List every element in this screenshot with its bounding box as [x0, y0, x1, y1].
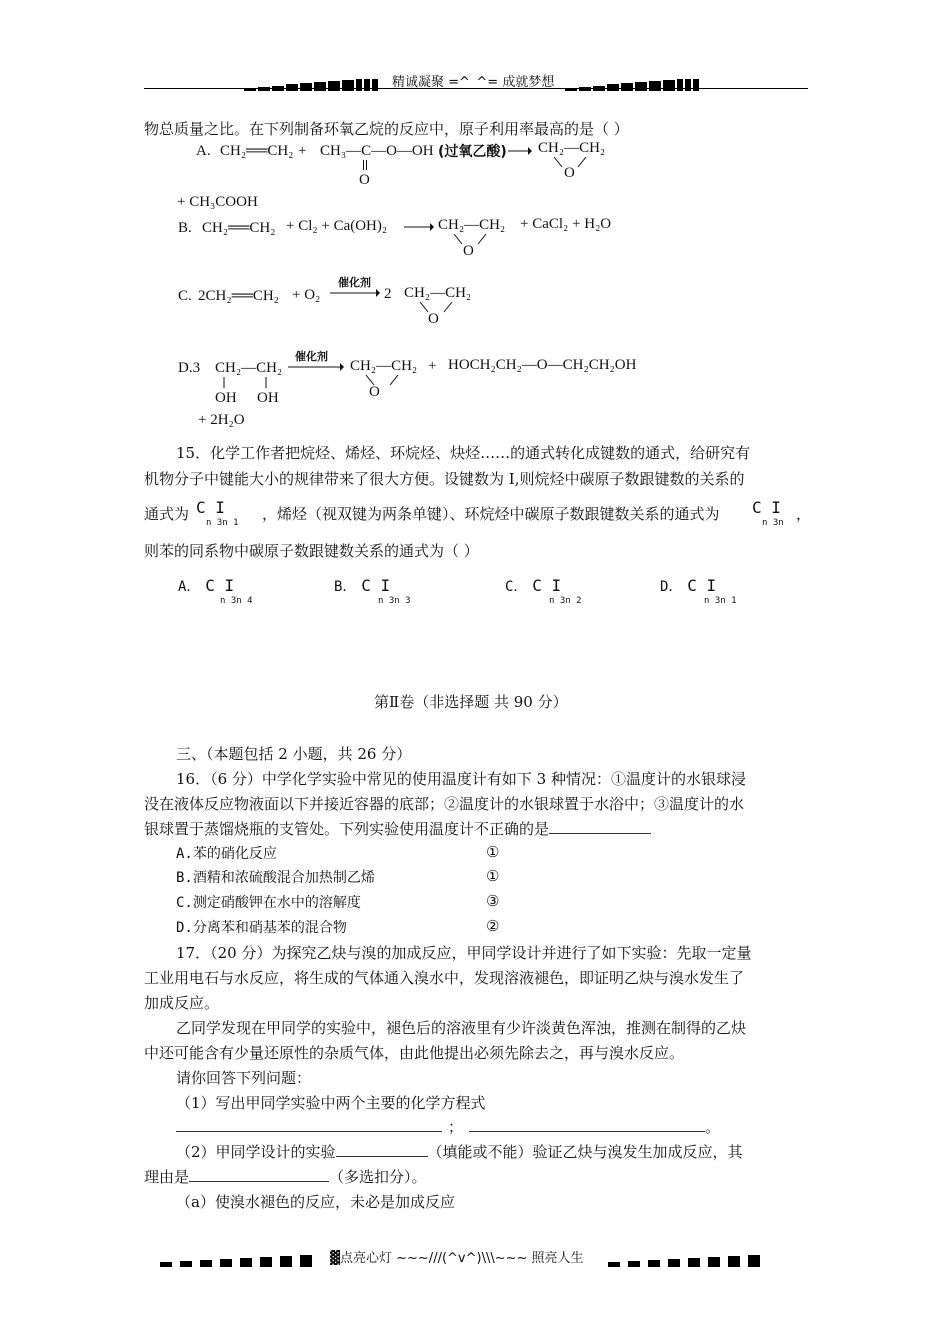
q15-line3c: ， [796, 505, 812, 523]
opt-d-epoxide-bonds [358, 375, 408, 387]
q15-option-c [505, 576, 561, 596]
q16-item-b: B.酒精和浓硫酸混合加热制乙烯 [176, 870, 375, 886]
opt-d-product2: HOCH₂CH₂—O—CH₂CH₂OH [448, 357, 637, 373]
footer-bars-left [160, 1249, 320, 1263]
q15-line4: 则苯的同系物中碳原子数跟键数关系的通式为（ ） [144, 542, 479, 560]
header-text: 精诚凝聚 =^_^= 成就梦想 [392, 75, 555, 90]
q15-option-d [660, 576, 716, 596]
q16-item-a: A.苯的硝化反应 [176, 846, 277, 862]
q16-item-a-mark: ① [486, 843, 500, 861]
part2-title: 第Ⅱ卷（非选择题 共 90 分） [374, 693, 568, 711]
q17-line3: 加成反应。 [144, 994, 220, 1012]
q15-opt-a-sub: n 3n 4 [220, 596, 253, 606]
opt-b-reagents: + Cl₂ + Ca(OH)₂ [286, 218, 388, 234]
opt-c-product: CH₂—CH₂ [404, 285, 472, 301]
q15-opt-label: A． [178, 579, 201, 595]
q17-sub2a: （2）甲同学设计的实验 [176, 1143, 336, 1161]
q15-option-a [178, 576, 234, 596]
header-bars-right [565, 73, 701, 87]
q17-sub2b: （填能或不能）验证乙炔与溴发生加成反应，其 [427, 1143, 743, 1161]
opt-d-tail: + 2H₂O [198, 412, 245, 428]
q15-formula2: C I [752, 498, 781, 517]
q16-line3-text: 银球置于蒸馏烧瓶的支管处。下列实验使用温度计不正确的是 [144, 820, 550, 838]
q16-line2: 没在液体反应物液面以下并接近容器的底部；②温度计的水银球置于水浴中；③温度计的水 [144, 795, 745, 813]
q17-equation1-blank[interactable] [176, 1117, 442, 1132]
footer-text: ▓点亮心灯 ~~~///(^v^)\\\~~~ 照亮人生 [330, 1251, 584, 1266]
q15-line3b: ，烯烃（视双键为两条单键）、环烷烃中碳原子数跟键数关系的通式为 [262, 505, 720, 523]
opt-a-label: A. [196, 143, 211, 159]
opt-a-reactant2: CH₃—C—O—OH [320, 143, 434, 159]
q17-equation2-blank[interactable] [469, 1117, 705, 1132]
q17-reason-blank[interactable] [189, 1167, 329, 1182]
opt-b-product: CH₂—CH₂ [438, 217, 506, 233]
q17-line2: 工业用电石与水反应，将生成的气体通入溴水中，发现溶液褪色，即证明乙炔与溴水发生了 [144, 969, 745, 987]
q17-can-blank[interactable] [336, 1142, 428, 1157]
opt-b-reactant1: CH₂══CH₂ [202, 220, 276, 236]
q15-opt-formula: C I [532, 576, 562, 595]
opt-b-label: B. [178, 220, 192, 236]
opt-a-carbonyl-o: O [359, 172, 370, 188]
q16-line1: 16．（6 分）中学化学实验中常见的使用温度计有如下 3 种情况：①温度计的水银球浸 [176, 770, 746, 788]
opt-c-catalyst: 催化剂 [338, 276, 371, 289]
q17-ask: 请你回答下列问题： [176, 1069, 312, 1087]
q16-item-c-mark: ③ [486, 892, 500, 910]
opt-c-reactant1: 2CH₂══CH₂ [198, 288, 279, 304]
q17-option-a: （a）使溴水褪色的反应，未必是加成反应 [176, 1193, 455, 1211]
opt-d-epoxide-o: O [369, 384, 380, 400]
q17-sub2-line1 [176, 1141, 743, 1162]
q15-opt-c-sub: n 3n 2 [549, 596, 582, 606]
opt-b-tail: + CaCl₂ + H₂O [520, 216, 612, 232]
opt-b-epoxide-o: O [463, 243, 474, 259]
q17-line1: 17．（20 分）为探究乙炔与溴的加成反应，甲同学设计并进行了如下实验：先取一定量 [176, 944, 752, 962]
opt-a-double-bond [363, 160, 367, 170]
q15-opt-label: B． [334, 579, 357, 595]
footer-bars-right [608, 1249, 768, 1263]
opt-a-tail: + CH₃COOH [177, 194, 258, 210]
q17-sub1-answer [176, 1116, 720, 1137]
opt-c-reagents: + O₂ [292, 287, 321, 303]
q17-para2-line1: 乙同学发现在甲同学的实验中，褪色后的溶液里有少许淡黄色浑浊，推测在制得的乙炔 [176, 1019, 747, 1037]
opt-a-note: (过氧乙酸) [438, 144, 507, 160]
q17-sub2d: （多选扣分）。 [329, 1168, 427, 1186]
opt-d-plus: + [428, 358, 437, 374]
opt-a-arrow [508, 146, 532, 156]
q16-item-d: D.分离苯和硝基苯的混合物 [176, 920, 347, 936]
q15-opt-b-sub: n 3n 3 [378, 596, 411, 606]
q15-opt-d-sub: n 3n 1 [704, 596, 737, 606]
header-bars-left [244, 73, 380, 87]
q16-line3 [144, 818, 651, 839]
q15-opt-formula: C I [205, 576, 235, 595]
q15-formula1-sub: n 3n 1 [206, 518, 239, 528]
q17-sub2c: 理由是 [144, 1168, 190, 1186]
q15-opt-label: C． [505, 579, 528, 595]
opt-c-arrow [330, 288, 380, 298]
opt-d-oh2: OH [257, 390, 279, 406]
q16-item-b-mark: ① [486, 867, 500, 885]
opt-d-label: D.3 [178, 360, 201, 376]
q15-opt-formula: C I [361, 576, 391, 595]
opt-d-oh-bonds [220, 377, 280, 389]
opt-a-product: CH₂—CH₂ [538, 140, 606, 156]
opt-d-catalyst: 催化剂 [295, 350, 328, 363]
opt-c-epoxide-o: O [428, 311, 439, 327]
q15-formula1: C I [196, 498, 225, 517]
section3-title: 三、（本题包括 2 小题，共 26 分） [176, 745, 412, 763]
q15-formula2-sub: n 3n [762, 518, 784, 528]
q17-semicolon: ； [448, 1118, 464, 1136]
opt-c-label: C. [178, 288, 192, 304]
q17-period: 。 [705, 1118, 721, 1136]
opt-a-plus: + [298, 143, 307, 159]
q16-item-c: C.测定硝酸钾在水中的溶解度 [176, 895, 361, 911]
q15-opt-formula: C I [687, 576, 717, 595]
q16-answer-blank[interactable] [549, 819, 651, 834]
q15-line2: 机物分子中键能大小的规律带来了很大方便。设键数为 I,则烷烃中碳原子数跟键数的关系的 [144, 470, 745, 488]
opt-d-oh1: OH [215, 390, 237, 406]
q15-opt-label: D． [660, 579, 683, 595]
opt-b-arrow [404, 222, 434, 232]
opt-a-epoxide-o: O [564, 165, 575, 181]
q15-line3a: 通式为 [144, 505, 190, 523]
q17-sub1: （1）写出甲同学实验中两个主要的化学方程式 [176, 1094, 486, 1112]
q14-intro: 物总质量之比。在下列制备环氧乙烷的反应中，原子利用率最高的是（ ） [144, 120, 629, 138]
opt-a-reactant1: CH₂══CH₂ [220, 143, 294, 159]
q17-sub2-line2 [144, 1166, 427, 1187]
opt-d-product: CH₂—CH₂ [350, 358, 418, 374]
q15-line1: 15．化学工作者把烷烃、烯烃、环烷烃、炔烃……的通式转化成键数的通式，给研究有 [176, 444, 751, 462]
opt-c-coefficient: 2 [384, 286, 392, 302]
opt-d-arrow [288, 362, 344, 372]
q17-para2-line2: 中还可能含有少量还原性的杂质气体，由此他提出必须先除去之，再与溴水反应。 [144, 1044, 685, 1062]
opt-d-reactant: CH₂—CH₂ [215, 360, 283, 376]
q15-option-b [334, 576, 390, 596]
q16-item-d-mark: ② [486, 917, 500, 935]
header-rule [144, 88, 808, 89]
